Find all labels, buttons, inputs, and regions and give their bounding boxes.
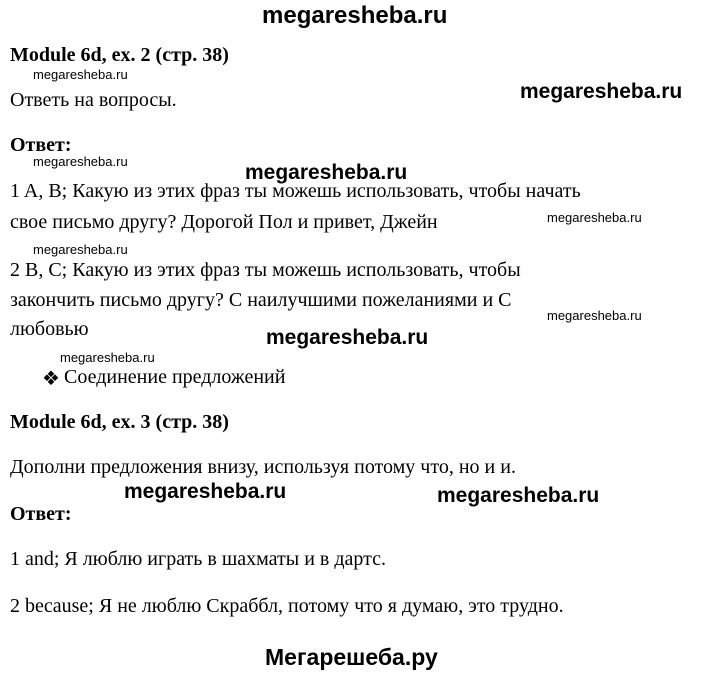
- exercise-3-answer-2: 2 because; Я не люблю Скраббл, потому что я думаю, это трудно.: [10, 595, 564, 617]
- watermark-large: megaresheba.ru: [520, 80, 683, 103]
- section-heading: Соединение предложений: [64, 366, 286, 388]
- exercise-3-answer-1: 1 and; Я люблю играть в шахматы и в дартс.: [10, 548, 386, 570]
- exercise-3-answer-label: Ответ:: [10, 503, 72, 525]
- site-footer-watermark: Мегарешеба.ру: [265, 644, 438, 670]
- exercise-3-title: Module 6d, ex. 3 (стр. 38): [10, 411, 229, 433]
- watermark-small: megaresheba.ru: [60, 350, 155, 365]
- section-bullet-icon: ❖: [42, 368, 60, 390]
- exercise-3-task: Дополни предложения внизу, используя потому что, но и и.: [10, 456, 516, 478]
- watermark-small: megaresheba.ru: [547, 210, 642, 225]
- watermark-small: megaresheba.ru: [33, 67, 128, 82]
- watermark-large: megaresheba.ru: [266, 326, 429, 349]
- watermark-large: megaresheba.ru: [124, 480, 287, 503]
- watermark-small: megaresheba.ru: [33, 154, 128, 169]
- exercise-2-title: Module 6d, ex. 2 (стр. 38): [10, 44, 229, 66]
- watermark-small: megaresheba.ru: [33, 242, 128, 257]
- exercise-2-answer-label: Ответ:: [10, 134, 72, 156]
- exercise-2-answer-2-line-3: любовью: [10, 318, 89, 340]
- watermark-large: megaresheba.ru: [437, 484, 600, 507]
- watermark-small: megaresheba.ru: [547, 308, 642, 323]
- site-header-watermark: megaresheba.ru: [262, 2, 448, 29]
- exercise-2-answer-2-line-2: закончить письмо другу? С наилучшими пожеланиями и С: [10, 289, 512, 311]
- exercise-2-answer-1-line-2: свое письмо другу? Дорогой Пол и привет, Джейн: [10, 211, 438, 233]
- watermark-large: megaresheba.ru: [245, 161, 408, 184]
- exercise-2-answer-1-line-1: 1 A, B; Какую из этих фраз ты можешь использовать, чтобы начать: [10, 180, 581, 202]
- exercise-2-task: Ответь на вопросы.: [10, 89, 177, 111]
- exercise-2-answer-2-line-1: 2 B, C; Какую из этих фраз ты можешь использовать, чтобы: [10, 259, 521, 281]
